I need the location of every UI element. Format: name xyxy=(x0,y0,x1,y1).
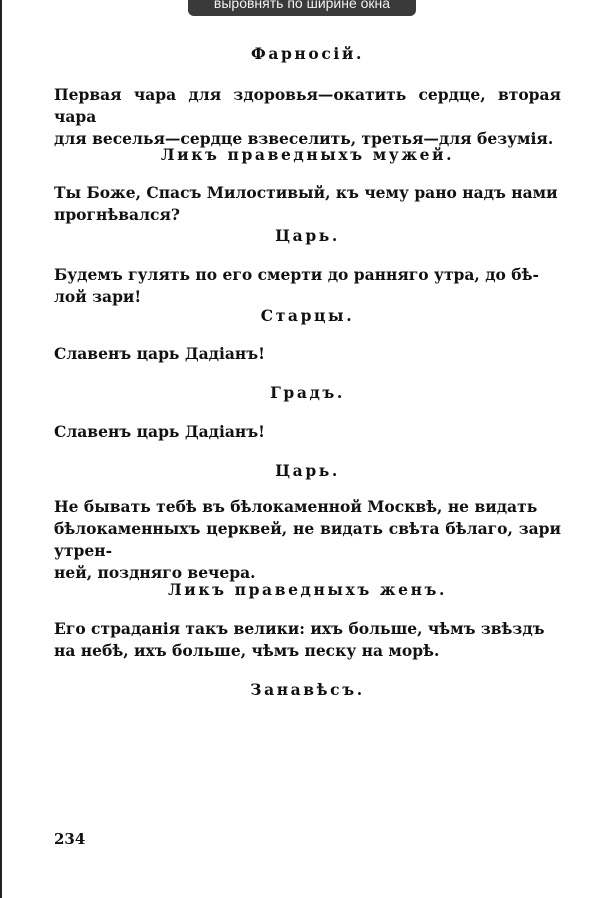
speaker-heading: Ликъ праведныхъ женъ. xyxy=(167,580,448,599)
speech-text: Славенъ царь Дадіанъ! xyxy=(54,422,265,441)
speech-text: Его страданія такъ велики: ихъ больше, чѣмъ звѣздъ на небѣ, ихъ больше, чѣмъ песку на морѣ. xyxy=(54,619,545,660)
page-left-border xyxy=(0,0,2,898)
speaker-heading: Царь. xyxy=(275,461,340,480)
speech-text: Ты Боже, Спасъ Милостивый, къ чему рано надъ нами прогнѣвался? xyxy=(54,183,558,224)
speech-text: Первая чара для здоровья—окатить сердце, вторая чара для веселья—сердце взвеселить, третья—для безумія. xyxy=(54,85,561,148)
speaker-heading: Ликъ праведныхъ мужей. xyxy=(160,145,455,164)
speech-text: Будемъ гулять по его смерти до ранняго утра, до бѣ- лой зари! xyxy=(54,265,539,306)
speech-text: Не бывать тебѣ въ бѣлокаменной Москвѣ, не видать бѣлокаменныхъ церквей, не видать свѣта бѣлаго, зари утрен- ней, поздняго вечера. xyxy=(54,497,561,582)
speaker-heading: Фарносій. xyxy=(251,44,364,63)
tooltip: выровнять по ширине окна xyxy=(188,0,416,16)
speaker-heading: Занавѣсъ. xyxy=(250,680,365,699)
speaker-heading: Градъ. xyxy=(270,383,345,402)
page-number: 234 xyxy=(54,830,86,848)
speech-text: Славенъ царь Дадіанъ! xyxy=(54,344,265,363)
speaker-heading: Царь. xyxy=(275,226,340,245)
speaker-heading: Старцы. xyxy=(260,306,355,325)
